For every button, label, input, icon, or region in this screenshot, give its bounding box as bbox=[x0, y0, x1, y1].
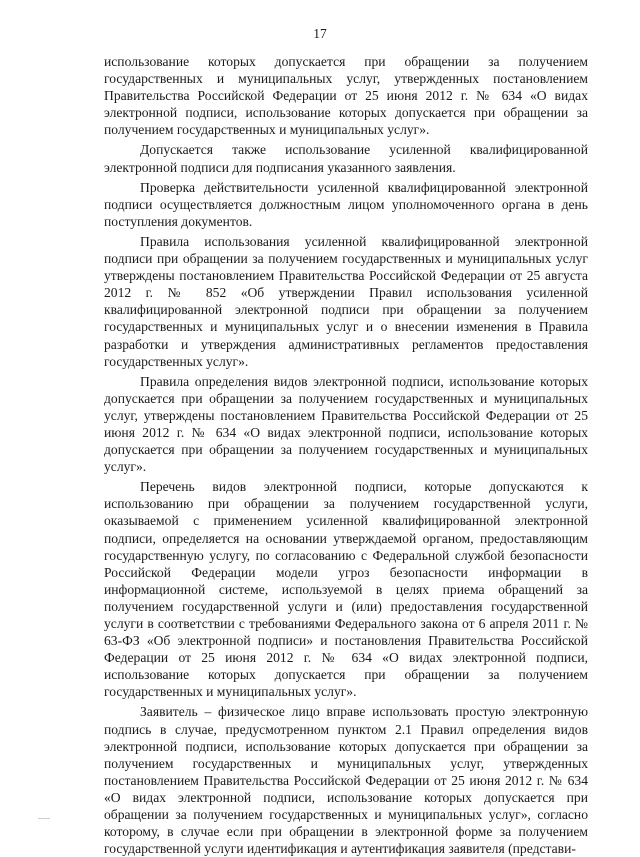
page-number: 17 bbox=[313, 26, 327, 41]
document-body bbox=[104, 53, 588, 857]
scan-artifact bbox=[38, 818, 50, 819]
paragraph-signature-verification: Проверка действительности усиленной квалифицированной электронной подписи осуществляется должностным лицом уполномоченного органа в день поступления документов. bbox=[104, 179, 588, 229]
paragraph-enhanced-signature: Допускается также использование усиленной квалифицированной электронной подписи для подписания указанного заявления. bbox=[104, 142, 588, 175]
paragraph-continuation: использование которых допускается при обращении за получением государственных и муниципальных услуг, утвержденных постановлением Правительства Российской Федерации от 25 июня 2012 г. № 634 «О видах электронной подписи, использование которых допускается при обращении за получением государственных и муниципальных услуг». bbox=[104, 54, 588, 138]
paragraph-signature-rules: Правила использования усиленной квалифицированной электронной подписи при обращении за получением государственных и муниципальных услуг утверждены постановлением Правительства Российской Федерации от 25 августа 2012 г. № 852 «Об утверждении Правил использования усиленной квалифицированной электронной подписи при обращении за получением государственных и муниципальных услуг и о внесении изменения в Правила разработки и утверждения административных регламентов предоставления государственных услуг». bbox=[104, 233, 588, 369]
paragraph-applicant-simple-signature: Заявитель – физическое лицо вправе использовать простую электронную подпись в случае, предусмотренном пунктом 2.1 Правил определения видов электронной подписи, использование которых допускается при обращении за получением государственных и муниципальных услуг, утвержденных постановлением Правительства Российской Федерации от 25 июня 2012 г. № 634 «О видах электронной подписи, использование которых допускается при обращении за получением государственных и муниципальных услуг», согласно которому, в случае если при обращении в электронной форме за получением государственной услуги идентификация и аутентификация заявителя (представи- bbox=[104, 704, 588, 857]
paragraph-signature-types-rules: Правила определения видов электронной подписи, использование которых допускается при обращении за получением государственных и муниципальных услуг, утверждены постановлением Правительства Российской Федерации от 25 июня 2012 г. № 634 «О видах электронной подписи, использование которых допускается при обращении за получением государственных и муниципальных услуг». bbox=[104, 373, 588, 475]
paragraph-signature-types-list: Перечень видов электронной подписи, которые допускаются к использованию при обращении за получением государственной услуги, оказываемой с применением усиленной квалифицированной электронной подписи, определяется на основании утверждаемой органом, предоставляющим государственную услугу, по согласованию с Федеральной службой безопасности Российской Федерации модели угроз безопасности информации в информационной системе, используемой в целях приема обращений за получением государственной услуги и (или) предоставления государственной услуги в соответствии с требованиями Федерального закона от 6 апреля 2011 г. № 63-ФЗ «Об электронной подписи» и постановления Правительства Российской Федерации от 25 июня 2012 г. № 634 «О видах электронной подписи, использование которых допускается при обращении за получением государственных и муниципальных услуг». bbox=[104, 479, 588, 700]
